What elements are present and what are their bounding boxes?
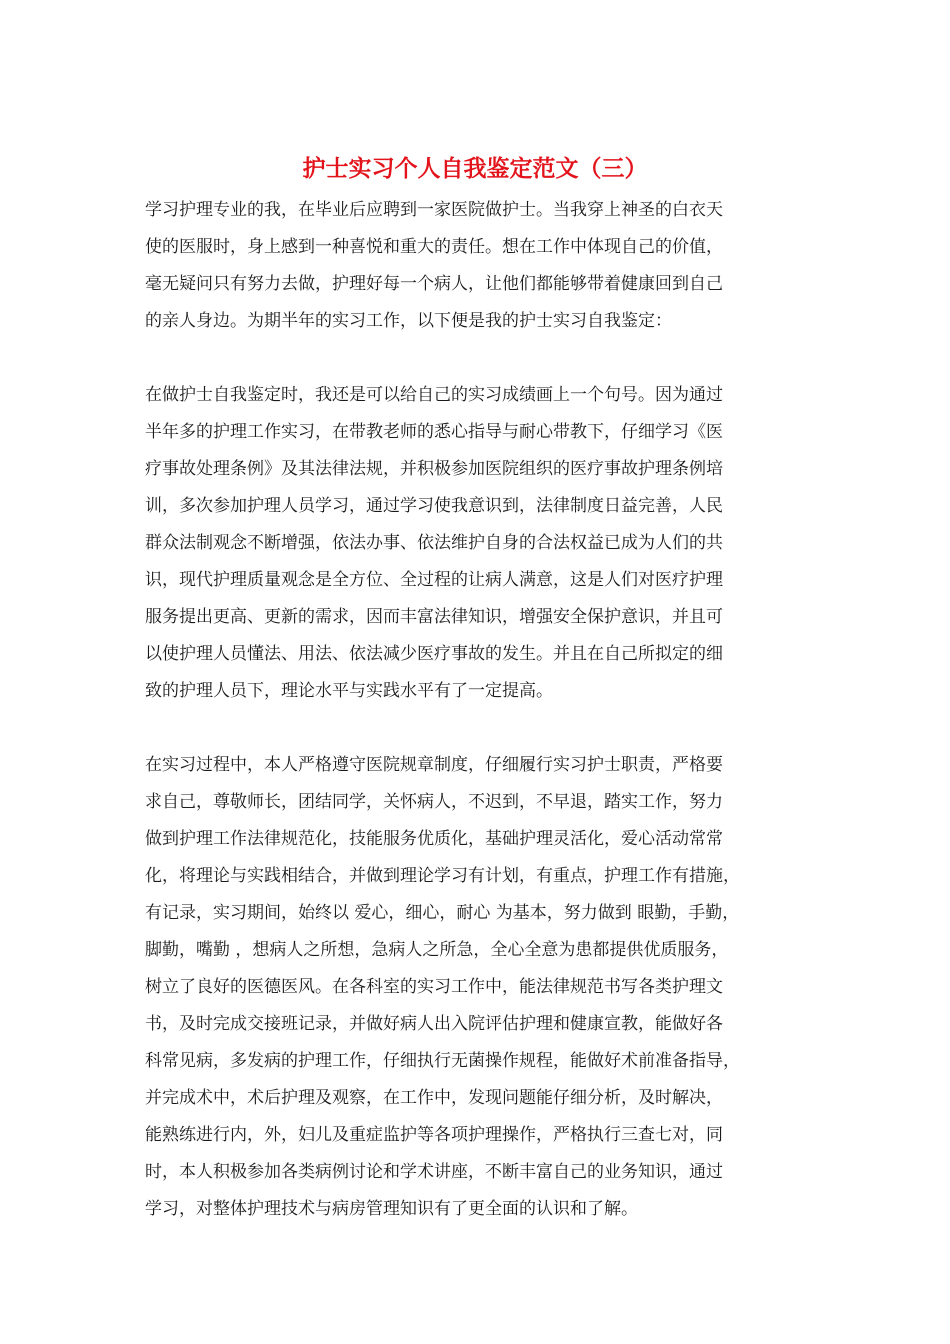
paragraph-internship-process bbox=[145, 747, 810, 1228]
text-line: 树立了良好的医德医风。在各科室的实习工作中，能法律规范书写各类护理文 bbox=[145, 977, 723, 997]
text-line: 毫无疑问只有努力去做，护理好每一个病人，让他们都能够带着健康回到自己 bbox=[145, 274, 723, 294]
text-line: 在做护士自我鉴定时，我还是可以给自己的实习成绩画上一个句号。因为通过 bbox=[145, 385, 723, 405]
text-line: 做到护理工作法律规范化，技能服务优质化，基础护理灵活化，爱心活动常常 bbox=[145, 829, 723, 849]
text-line: 以使护理人员懂法、用法、依法减少医疗事故的发生。并且在自己所拟定的细 bbox=[145, 644, 723, 664]
text-line: 化，将理论与实践相结合，并做到理论学习有计划，有重点，护理工作有措施， bbox=[145, 866, 740, 886]
text-line: 科常见病，多发病的护理工作，仔细执行无菌操作规程，能做好术前准备指导， bbox=[145, 1051, 740, 1071]
text-line: 训，多次参加护理人员学习，通过学习使我意识到，法律制度日益完善，人民 bbox=[145, 496, 723, 516]
text-line: 求自己，尊敬师长，团结同学，关怀病人，不迟到，不早退，踏实工作，努力 bbox=[145, 792, 723, 812]
text-line: 群众法制观念不断增强，依法办事、依法维护自身的合法权益已成为人们的共 bbox=[145, 533, 723, 553]
text-line: 在实习过程中，本人严格遵守医院规章制度，仔细履行实习护士职责，严格要 bbox=[145, 755, 723, 775]
text-line: 学习，对整体护理技术与病房管理知识有了更全面的认识和了解。 bbox=[145, 1199, 638, 1219]
text-line: 疗事故处理条例》及其法律法规，并积极参加医院组织的医疗事故护理条例培 bbox=[145, 459, 723, 479]
paragraph-spacer bbox=[145, 710, 810, 747]
text-line: 识，现代护理质量观念是全方位、全过程的让病人满意，这是人们对医疗护理 bbox=[145, 570, 723, 590]
document-body bbox=[145, 192, 810, 1228]
document-title: 护士实习个人自我鉴定范文（三） bbox=[302, 155, 648, 182]
text-line: 服务提出更高、更新的需求，因而丰富法律知识，增强安全保护意识，并且可 bbox=[145, 607, 723, 627]
text-line: 有记录，实习期间，始终以 爱心，细心，耐心 为基本，努力做到 眼勤，手勤， bbox=[145, 903, 740, 923]
paragraph-intro bbox=[145, 192, 810, 340]
text-line: 时，本人积极参加各类病例讨论和学术讲座，不断丰富自己的业务知识，通过 bbox=[145, 1162, 723, 1182]
paragraph-spacer bbox=[145, 340, 810, 377]
text-line: 并完成术中，术后护理及观察，在工作中，发现问题能仔细分析，及时解决， bbox=[145, 1088, 723, 1108]
text-line: 致的护理人员下，理论水平与实践水平有了一定提高。 bbox=[145, 681, 553, 701]
text-line: 学习护理专业的我，在毕业后应聘到一家医院做护士。当我穿上神圣的白衣天 bbox=[145, 200, 723, 220]
text-line: 书，及时完成交接班记录，并做好病人出入院评估护理和健康宣教，能做好各 bbox=[145, 1014, 723, 1034]
paragraph-self-assessment bbox=[145, 377, 810, 710]
text-line: 的亲人身边。为期半年的实习工作，以下便是我的护士实习自我鉴定： bbox=[145, 311, 672, 331]
text-line: 脚勤，嘴勤 ，想病人之所想，急病人之所急，全心全意为患都提供优质服务， bbox=[145, 940, 729, 960]
text-line: 半年多的护理工作实习，在带教老师的悉心指导与耐心带教下，仔细学习《医 bbox=[145, 422, 723, 442]
text-line: 能熟练进行内，外，妇儿及重症监护等各项护理操作，严格执行三查七对，同 bbox=[145, 1125, 723, 1145]
text-line: 使的医服时，身上感到一种喜悦和重大的责任。想在工作中体现自己的价值， bbox=[145, 237, 723, 257]
